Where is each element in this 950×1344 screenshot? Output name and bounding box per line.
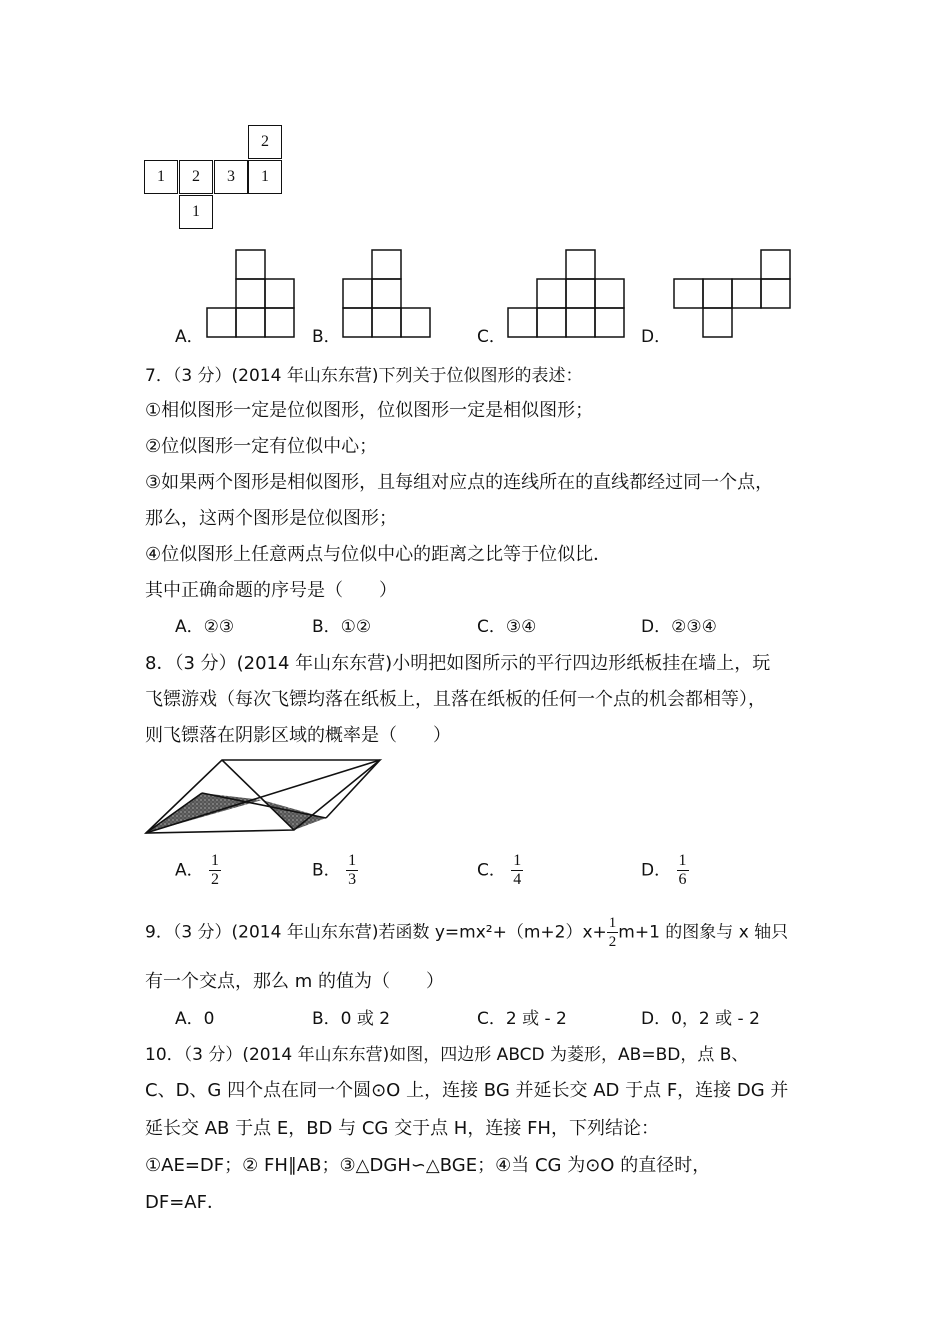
denominator: 3	[348, 871, 357, 888]
q9-line-1	[145, 914, 788, 951]
q6-option-c-label: C．	[477, 327, 506, 347]
denominator: 2	[608, 934, 617, 950]
q7-option-b: B．①②	[312, 617, 372, 637]
net-cell-row-4: 1	[248, 160, 282, 194]
q6-option-a-figure	[205, 248, 299, 340]
q7-stem: 7．（3 分）(2014 年山东东营)下列关于位似图形的表述：	[145, 366, 583, 386]
denominator: 4	[513, 871, 522, 888]
q7-statement-1: ①相似图形一定是位似图形，位似图形一定是相似图形；	[145, 400, 594, 421]
q8-option-c-label: C．	[477, 860, 506, 881]
q9-option-b: B．0 或 2	[312, 1009, 391, 1029]
q10-line-4: ①AE=DF；② FH∥AB；③△DGH∽△BGE；④当 CG 为⊙O 的直径时，	[145, 1155, 711, 1176]
q8-option-c-fraction	[511, 852, 523, 889]
numerator: 1	[513, 852, 522, 869]
q7-question: 其中正确命题的序号是（ ）	[145, 580, 397, 601]
q8-option-a	[175, 852, 221, 889]
net-cell-row-3: 3	[214, 160, 248, 194]
q9-part-2: m+1 的图象与 x 轴只	[618, 922, 789, 943]
q9-option-a: A．0	[175, 1009, 215, 1029]
q7-option-d: D．②③④	[641, 617, 717, 637]
q8-line-3: 则飞镖落在阴影区域的概率是（ ）	[145, 725, 451, 746]
q6-option-b-label: B．	[312, 327, 341, 347]
q9-option-c: C．2 或 - 2	[477, 1009, 567, 1029]
net-cell-top: 2	[248, 125, 282, 159]
q7-option-c: C．③④	[477, 617, 537, 637]
q6-option-b-figure	[341, 248, 435, 340]
q9-line-2: 有一个交点，那么 m 的值为（ ）	[145, 971, 444, 992]
q8-line-1: 8．（3 分）(2014 年山东东营)小明把如图所示的平行四边形纸板挂在墙上，玩	[145, 653, 771, 674]
q10-line-5: DF=AF．	[145, 1192, 225, 1213]
q10-line-2: C、D、G 四个点在同一个圆⊙O 上，连接 BG 并延长交 AD 于点 F，连接 DG 并	[145, 1080, 789, 1101]
q9-fraction	[607, 914, 619, 951]
net-cell-row-1: 1	[144, 160, 178, 194]
q7-option-a: A．②③	[175, 617, 235, 637]
q8-option-b	[312, 852, 358, 889]
q8-line-2: 飞镖游戏（每次飞镖均落在纸板上，且落在纸板的任何一个点的机会都相等），	[145, 689, 766, 710]
shaded-region-right	[262, 800, 326, 830]
q8-option-d	[641, 852, 689, 889]
q6-option-d-label: D．	[641, 327, 672, 347]
q7-statement-3b: 那么，这两个图形是位似图形；	[145, 508, 397, 529]
q10-line-1: 10．（3 分）(2014 年山东东营)如图，四边形 ABCD 为菱形，AB=BD，点 B、	[145, 1045, 749, 1065]
numerator: 1	[348, 852, 357, 869]
denominator: 2	[211, 871, 220, 888]
q10-line-3: 延长交 AB 于点 E，BD 与 CG 交于点 H，连接 FH，下列结论：	[145, 1118, 659, 1139]
q7-statement-2: ②位似图形一定有位似中心；	[145, 436, 378, 457]
numerator: 1	[608, 915, 617, 931]
q8-option-d-fraction	[677, 852, 689, 889]
q7-statement-3a: ③如果两个图形是相似图形，且每组对应点的连线所在的直线都经过同一个点，	[145, 472, 774, 493]
q8-option-c	[477, 852, 523, 889]
q8-option-b-label: B．	[312, 860, 341, 881]
q9-part-1: 9．（3 分）(2014 年山东东营)若函数 y=mx²+（m+2）x+	[145, 922, 607, 943]
numerator: 1	[678, 852, 687, 869]
denominator: 6	[678, 871, 687, 888]
numerator: 1	[211, 852, 220, 869]
q6-option-a-label: A．	[175, 327, 204, 347]
q8-option-d-label: D．	[641, 860, 672, 881]
q6-option-d-figure	[672, 248, 796, 340]
q8-option-a-fraction	[209, 852, 221, 889]
parallelogram-dart-board-figure	[140, 755, 390, 839]
q8-option-a-label: A．	[175, 860, 204, 881]
q8-option-b-fraction	[346, 852, 358, 889]
q6-option-c-figure	[506, 248, 630, 340]
net-cell-bottom: 1	[179, 195, 213, 229]
q7-statement-4: ④位似图形上任意两点与位似中心的距离之比等于位似比．	[145, 544, 612, 565]
net-cell-row-2: 2	[179, 160, 213, 194]
q9-option-d: D．0，2 或 - 2	[641, 1009, 760, 1029]
